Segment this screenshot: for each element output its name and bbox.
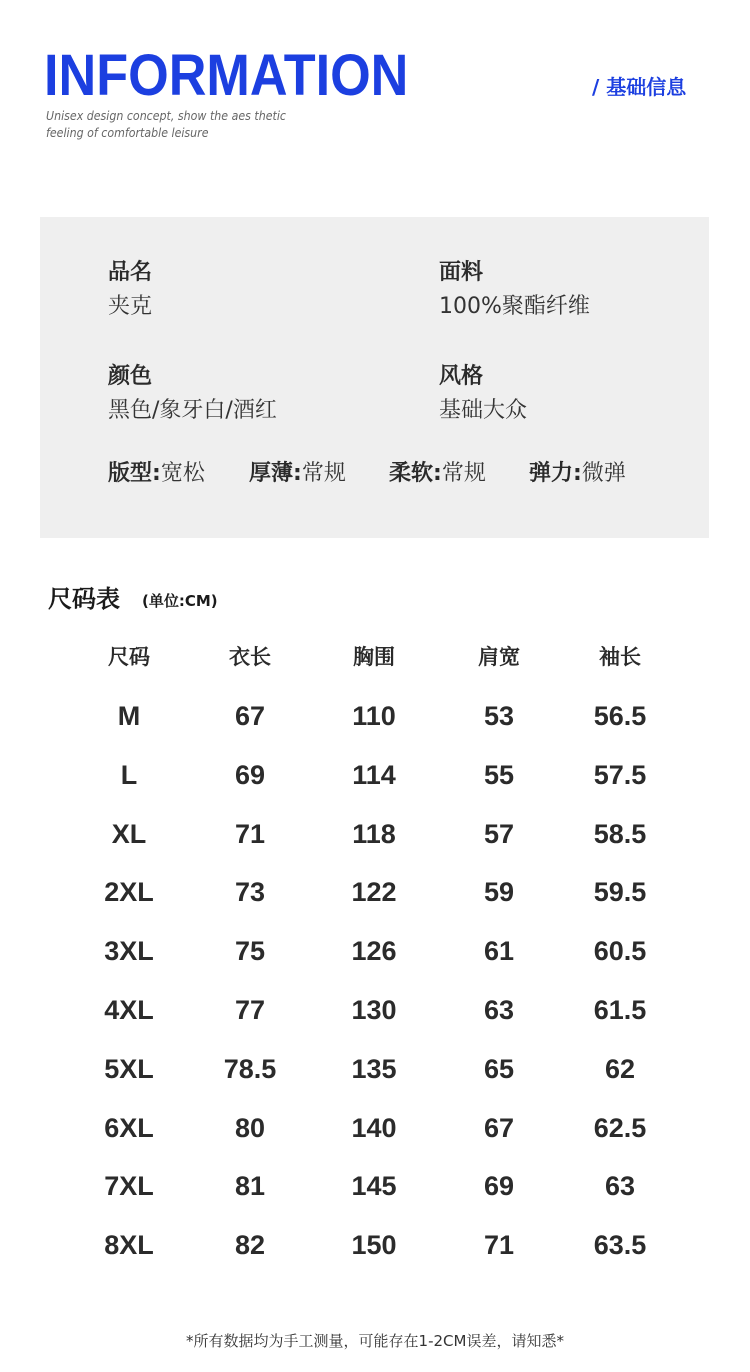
table-cell: 78.5 — [223, 1054, 277, 1084]
table-cell: 140 — [351, 1113, 397, 1143]
table-cell: 73 — [234, 877, 266, 907]
table-header-cell: 衣长 — [229, 645, 271, 669]
color-label: 颜色 — [108, 364, 153, 389]
name-value: 夹克 — [108, 294, 153, 319]
table-cell: 69 — [234, 760, 266, 790]
size-label-cell: 3XL — [104, 936, 154, 966]
fabric-label: 面料 — [439, 260, 484, 285]
size-label-cell: 6XL — [104, 1113, 154, 1143]
table-cell: 145 — [351, 1171, 397, 1201]
style-block — [439, 363, 527, 426]
table-cell: 80 — [234, 1113, 266, 1143]
color-block — [108, 363, 277, 426]
table-cell: 62.5 — [593, 1113, 647, 1143]
product-info-panel — [40, 217, 709, 538]
size-label-cell: 5XL — [104, 1054, 154, 1084]
name-label: 品名 — [108, 260, 153, 285]
fabric-block — [439, 259, 590, 322]
attribute-thickness: 厚薄:常规 — [249, 461, 346, 486]
table-cell: 59.5 — [593, 877, 647, 907]
table-cell: 55 — [483, 760, 515, 790]
table-cell: 57.5 — [593, 760, 647, 790]
table-cell: 114 — [352, 760, 396, 790]
table-cell: 122 — [351, 877, 397, 907]
table-cell: 118 — [352, 819, 396, 849]
size-label-cell: 4XL — [104, 995, 154, 1025]
attribute-softness: 柔软:常规 — [389, 461, 486, 486]
table-cell: 67 — [483, 1113, 515, 1143]
table-cell: 60.5 — [593, 936, 647, 966]
fabric-value: 100%聚酯纤维 — [439, 294, 590, 319]
table-cell: 69 — [483, 1171, 515, 1201]
table-cell: 75 — [234, 936, 266, 966]
table-cell: 130 — [351, 995, 397, 1025]
table-cell: 71 — [234, 819, 266, 849]
name-block — [108, 259, 152, 322]
size-chart-unit: (单位:CM) — [142, 592, 218, 610]
table-header-cell: 袖长 — [599, 645, 641, 669]
size-chart-title: 尺码表 — [48, 585, 120, 613]
table-cell: 58.5 — [593, 819, 647, 849]
table-cell: 61.5 — [593, 995, 647, 1025]
attribute-fit: 版型:宽松 — [108, 461, 205, 486]
table-cell: 63 — [483, 995, 515, 1025]
style-value: 基础大众 — [439, 398, 528, 423]
table-header-cell: 尺码 — [108, 645, 150, 669]
size-label-cell: L — [120, 760, 138, 790]
size-label-cell: 7XL — [104, 1171, 154, 1201]
attribute-elasticity: 弹力:微弹 — [529, 461, 626, 486]
size-label-cell: 2XL — [104, 877, 154, 907]
table-cell: 53 — [483, 701, 515, 731]
table-cell: 71 — [483, 1230, 515, 1260]
table-cell: 67 — [234, 701, 266, 731]
table-cell: 59 — [483, 877, 515, 907]
section-tag: / 基础信息 — [592, 75, 687, 99]
style-label: 风格 — [439, 364, 484, 389]
table-cell: 63 — [604, 1171, 636, 1201]
size-label-cell: 8XL — [104, 1230, 154, 1260]
table-cell: 61 — [483, 936, 515, 966]
page-title: INFORMATION — [44, 43, 409, 108]
table-cell: 57 — [483, 819, 515, 849]
table-header-cell: 肩宽 — [478, 645, 520, 669]
table-cell: 150 — [351, 1230, 397, 1260]
table-header-cell: 胸围 — [353, 645, 395, 669]
attribute-row — [108, 459, 708, 489]
table-cell: 81 — [234, 1171, 266, 1201]
table-cell: 62 — [604, 1054, 636, 1084]
table-cell: 63.5 — [593, 1230, 647, 1260]
table-cell: 135 — [351, 1054, 397, 1084]
footnote: *所有数据均为手工测量，可能存在1-2CM误差，请知悉* — [186, 1332, 564, 1350]
table-cell: 56.5 — [593, 701, 647, 731]
table-cell: 82 — [234, 1230, 266, 1260]
size-label-cell: XL — [111, 819, 147, 849]
subtitle-line-1: Unisex design concept, show the aes thetic — [46, 109, 286, 123]
subtitle-line-2: feeling of comfortable leisure — [46, 126, 209, 140]
page-subtitle — [46, 108, 286, 142]
table-cell: 65 — [483, 1054, 515, 1084]
table-cell: 126 — [351, 936, 397, 966]
size-label-cell: M — [117, 701, 141, 731]
table-cell: 77 — [234, 995, 266, 1025]
table-cell: 110 — [352, 701, 396, 731]
color-value: 黑色/象牙白/酒红 — [108, 398, 277, 423]
